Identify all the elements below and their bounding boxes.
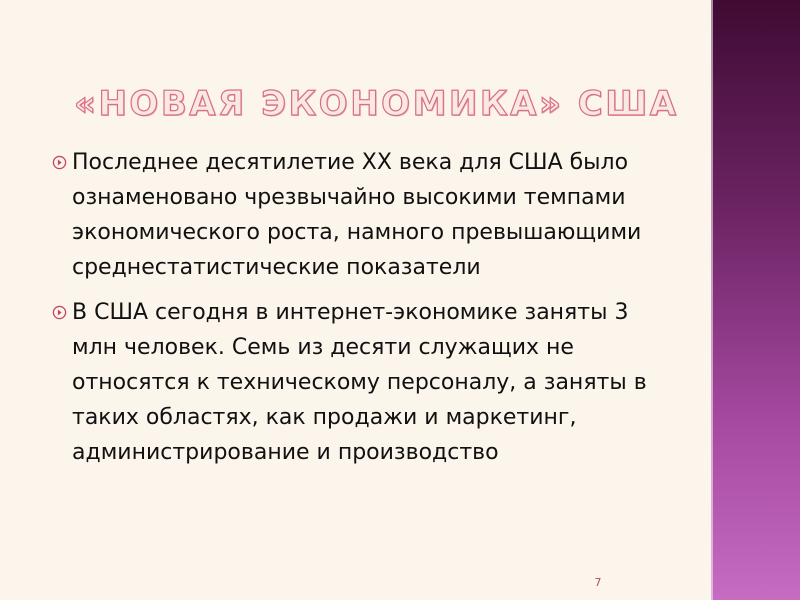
side-panel-edge [711,0,713,600]
bullet-text: Последнее десятилетие XX века для США было ознаменовано чрезвычайно высокими темпами экономического роста, намного превышающими среднестатистические показатели [72,150,642,280]
bullet-text: В США сегодня в интернет-экономике заняты 3 млн человек. Семь из десяти служащих не относятся к техническому персоналу, а заняты в таких областях, как продажи и маркетинг, администрирование и производство [72,300,647,465]
slide-number: 7 [594,576,602,589]
circled-arrow-bullet-icon [52,155,67,170]
slide-title: «НОВАЯ ЭКОНОМИКА» США [74,84,679,124]
circled-arrow-bullet-icon [52,305,67,320]
bullet-item [50,145,680,285]
bullet-item [50,295,680,470]
bullet-list [50,145,680,480]
decorative-side-panel [711,0,800,600]
